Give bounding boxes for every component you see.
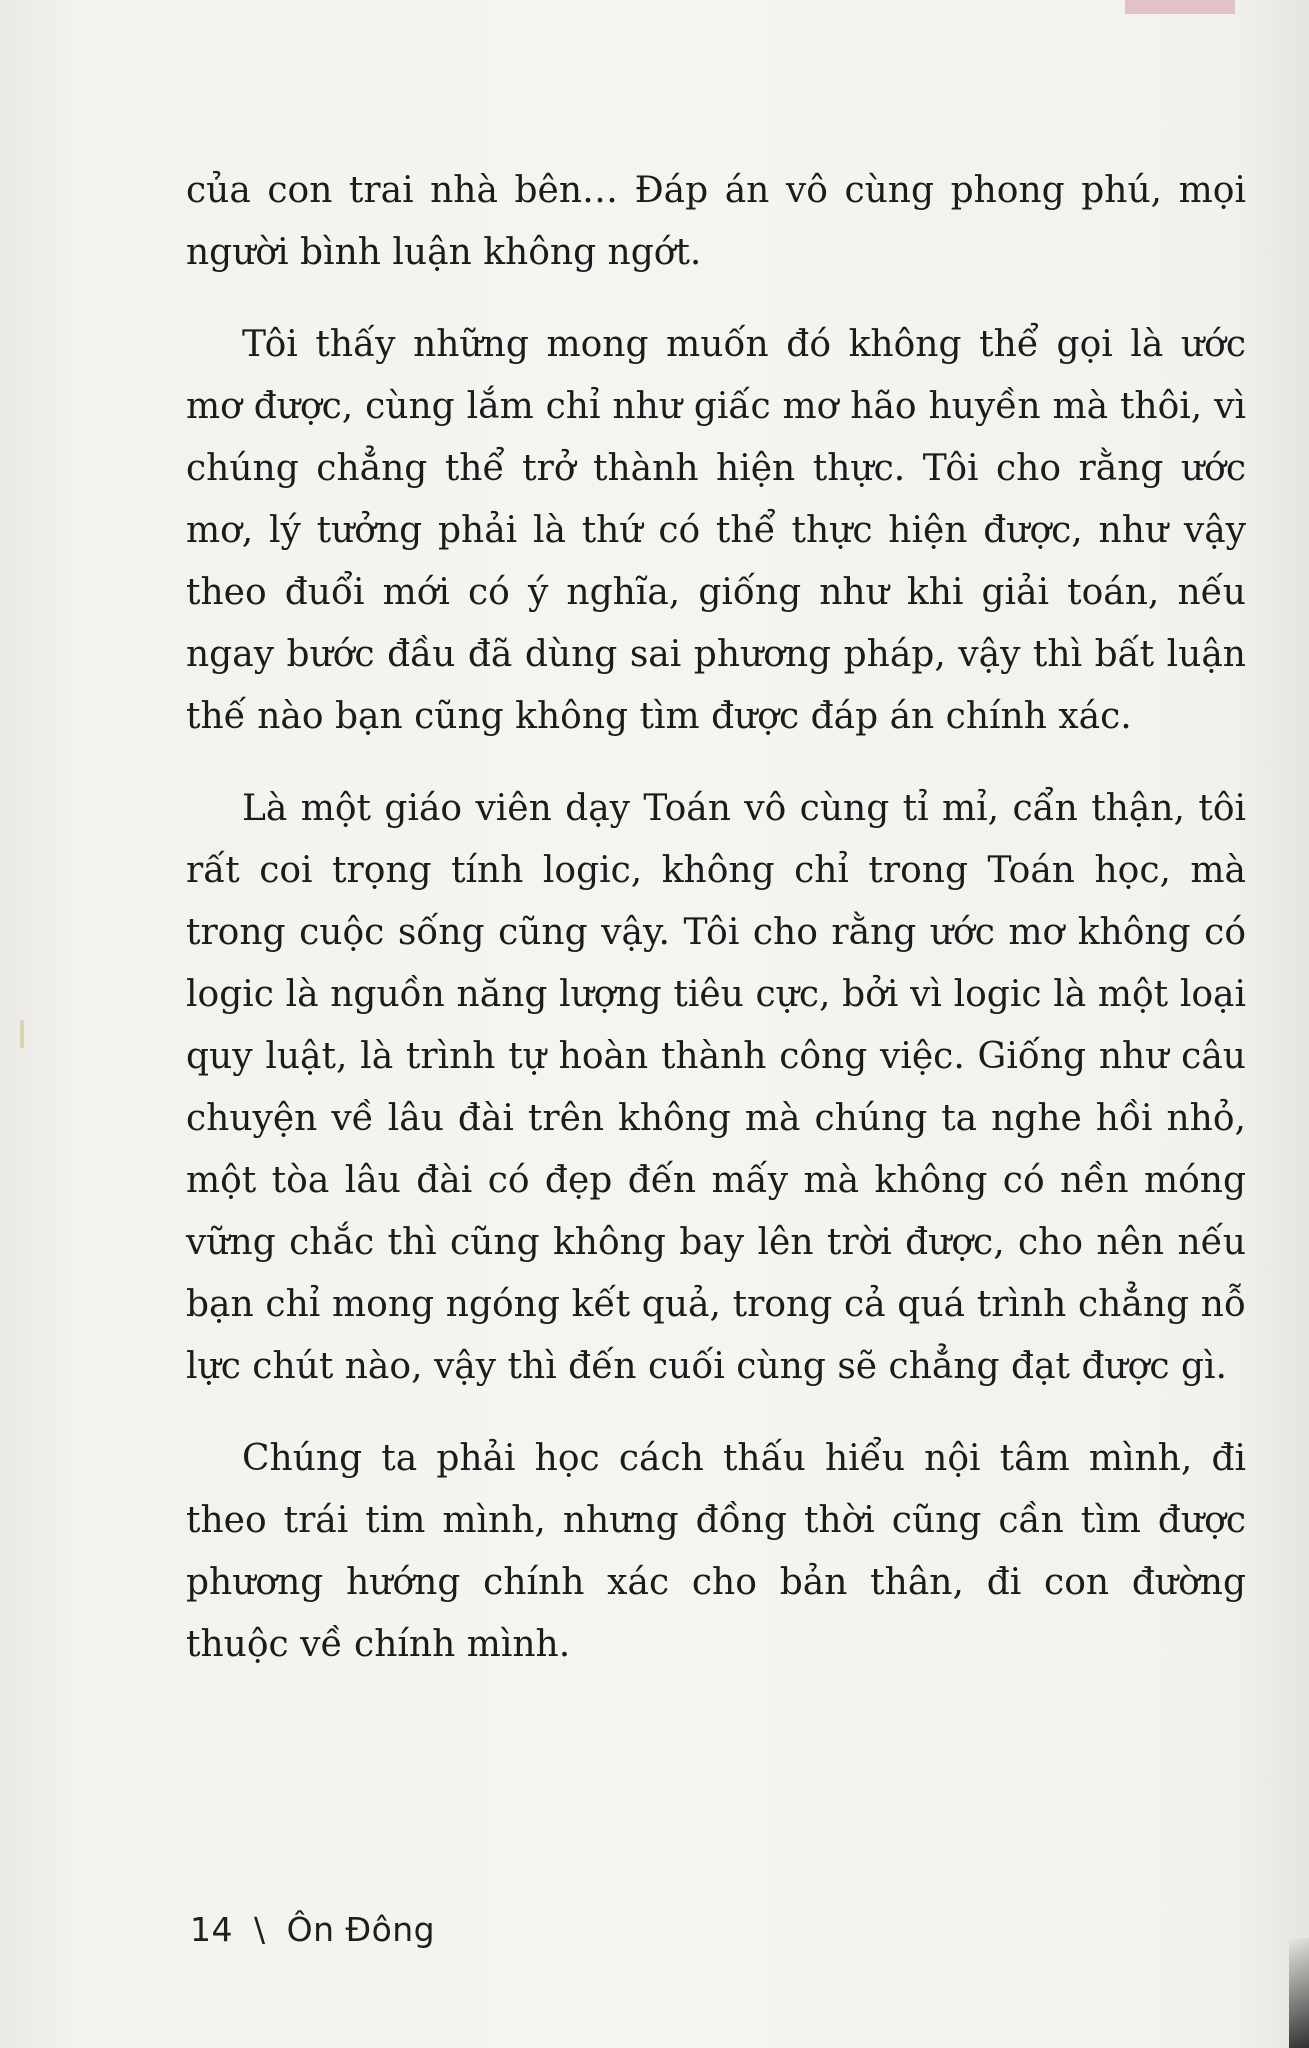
paragraph-1: của con trai nhà bên… Đáp án vô cùng phong phú, mọi người bình luận không ngớt. [186, 170, 1246, 273]
page-edge-tab [1125, 0, 1235, 14]
paper-speck [20, 1020, 24, 1048]
page-corner-shadow [1289, 1938, 1309, 2048]
paragraph-2: Tôi thấy những mong muốn đó không thể gọi là ước mơ được, cùng lắm chỉ như giấc mơ hão huyền mà thôi, vì chúng chẳng thể trở thành hiện thực. Tôi cho rằng ước mơ, lý tưởng phải là thứ có thể thực hiện được, như vậy theo đuổi mới có ý nghĩa, giống như khi giải toán, nếu ngay bước đầu đã dùng sai phương pháp, vậy thì bất luận thế nào bạn cũng không tìm được đáp án chính xác. [186, 324, 1246, 737]
book-title: Ôn Đông [286, 1910, 436, 1949]
paragraph-3: Là một giáo viên dạy Toán vô cùng tỉ mỉ, cẩn thận, tôi rất coi trọng tính logic, không chỉ trong Toán học, mà trong cuộc sống cũng vậy. Tôi cho rằng ước mơ không có logic là nguồn năng lượng tiêu cực, bởi vì logic là một loại quy luật, là trình tự hoàn thành công việc. Giống như câu chuyện về lâu đài trên không mà chúng ta nghe hồi nhỏ, một tòa lâu đài có đẹp đến mấy mà không có nền móng vững chắc thì cũng không bay lên trời được, cho nên nếu bạn chỉ mong ngóng kết quả, trong cả quá trình chẳng nỗ lực chút nào, vậy thì đến cuối cùng sẽ chẳng đạt được gì. [186, 788, 1246, 1387]
paragraph-4: Chúng ta phải học cách thấu hiểu nội tâm mình, đi theo trái tim mình, nhưng đồng thời cũng cần tìm được phương hướng chính xác cho bản thân, đi con đường thuộc về chính mình. [186, 1438, 1246, 1665]
body-text [186, 160, 1246, 1706]
page-footer [190, 1910, 445, 1949]
page-number: 14 [190, 1910, 233, 1949]
footer-separator: \ [254, 1910, 266, 1949]
